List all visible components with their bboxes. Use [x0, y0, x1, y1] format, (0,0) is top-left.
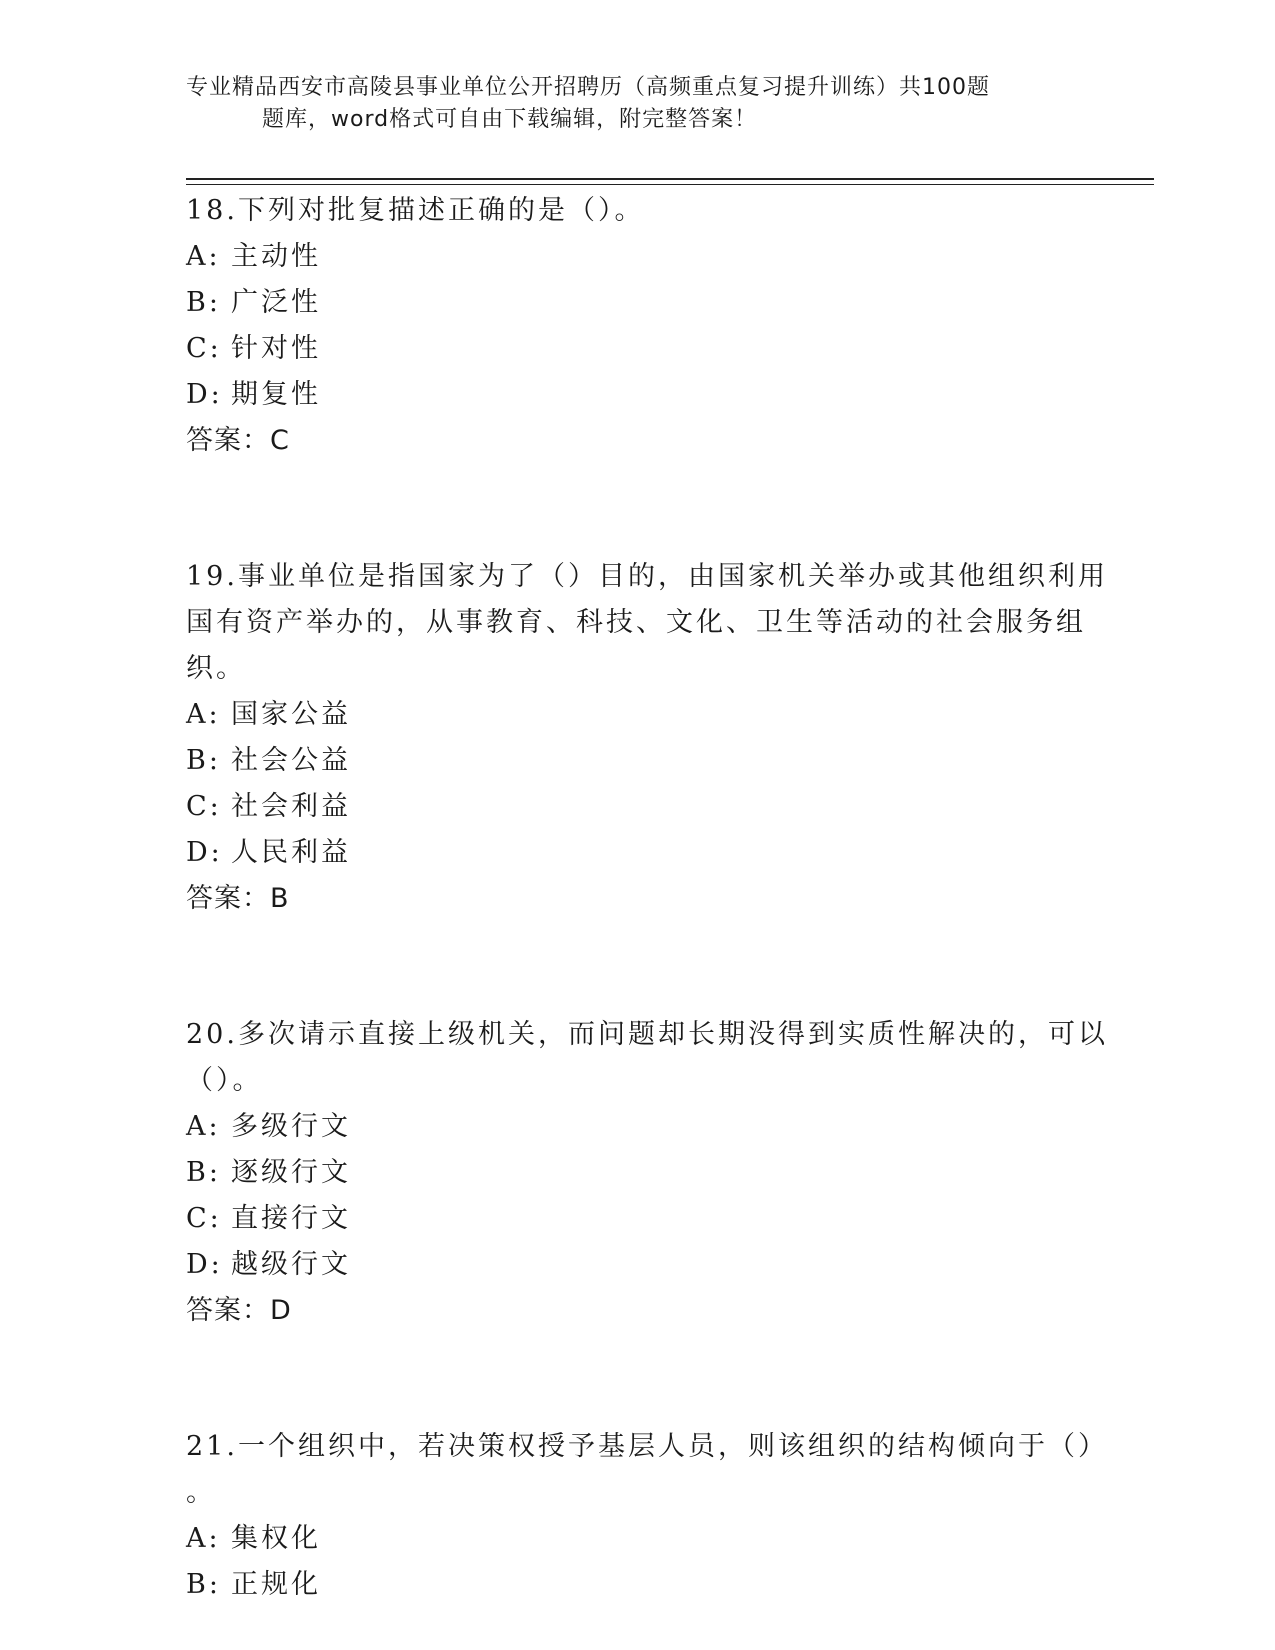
- header-rule-thick: [186, 178, 1154, 180]
- question-21: [186, 1424, 1108, 1608]
- question-19-answer: 答案：B: [186, 883, 290, 914]
- question-19-stem-line-2: 国有资产举办的，从事教育、科技、文化、卫生等活动的社会服务组: [186, 607, 1086, 638]
- question-18-option-a: A: 主动性: [186, 241, 321, 272]
- header-line-2: 题库，word格式可自由下载编辑，附完整答案！: [262, 107, 758, 132]
- question-18-answer: 答案：C: [186, 425, 290, 456]
- question-18: [186, 188, 1086, 464]
- question-18-option-b: B: 广泛性: [186, 287, 321, 318]
- question-20-stem-line-2: （）。: [186, 1065, 263, 1096]
- question-20-answer: 答案：D: [186, 1295, 292, 1326]
- question-20-option-d: D: 越级行文: [186, 1249, 351, 1280]
- question-19-option-c: C: 社会利益: [186, 791, 351, 822]
- question-20: [186, 1012, 1108, 1334]
- question-18-stem: 18.下列对批复描述正确的是（）。: [186, 195, 645, 226]
- question-21-stem-line-1: 21.一个组织中，若决策权授予基层人员，则该组织的结构倾向于（）: [186, 1431, 1108, 1462]
- document-header: [186, 72, 1066, 136]
- question-19-option-b: B: 社会公益: [186, 745, 351, 776]
- header-rule-thin: [186, 184, 1154, 185]
- question-18-option-d: D: 期复性: [186, 379, 321, 410]
- question-18-option-c: C: 针对性: [186, 333, 321, 364]
- question-20-stem-line-1: 20.多次请示直接上级机关，而问题却长期没得到实质性解决的，可以: [186, 1019, 1108, 1050]
- question-20-option-b: B: 逐级行文: [186, 1157, 351, 1188]
- question-20-option-a: A: 多级行文: [186, 1111, 351, 1142]
- question-19-stem-line-1: 19.事业单位是指国家为了（）目的，由国家机关举办或其他组织利用: [186, 561, 1108, 592]
- question-21-stem-line-2: 。: [186, 1477, 216, 1508]
- question-19-stem-line-3: 织。: [186, 653, 246, 684]
- question-19: [186, 554, 1108, 922]
- question-21-option-b: B: 正规化: [186, 1569, 321, 1600]
- question-list: [186, 188, 1108, 1608]
- question-19-option-d: D: 人民利益: [186, 837, 351, 868]
- header-line-1: 专业精品西安市高陵县事业单位公开招聘历（高频重点复习提升训练）共100题: [186, 75, 990, 100]
- question-21-option-a: A: 集权化: [186, 1523, 321, 1554]
- question-20-option-c: C: 直接行文: [186, 1203, 351, 1234]
- question-19-option-a: A: 国家公益: [186, 699, 351, 730]
